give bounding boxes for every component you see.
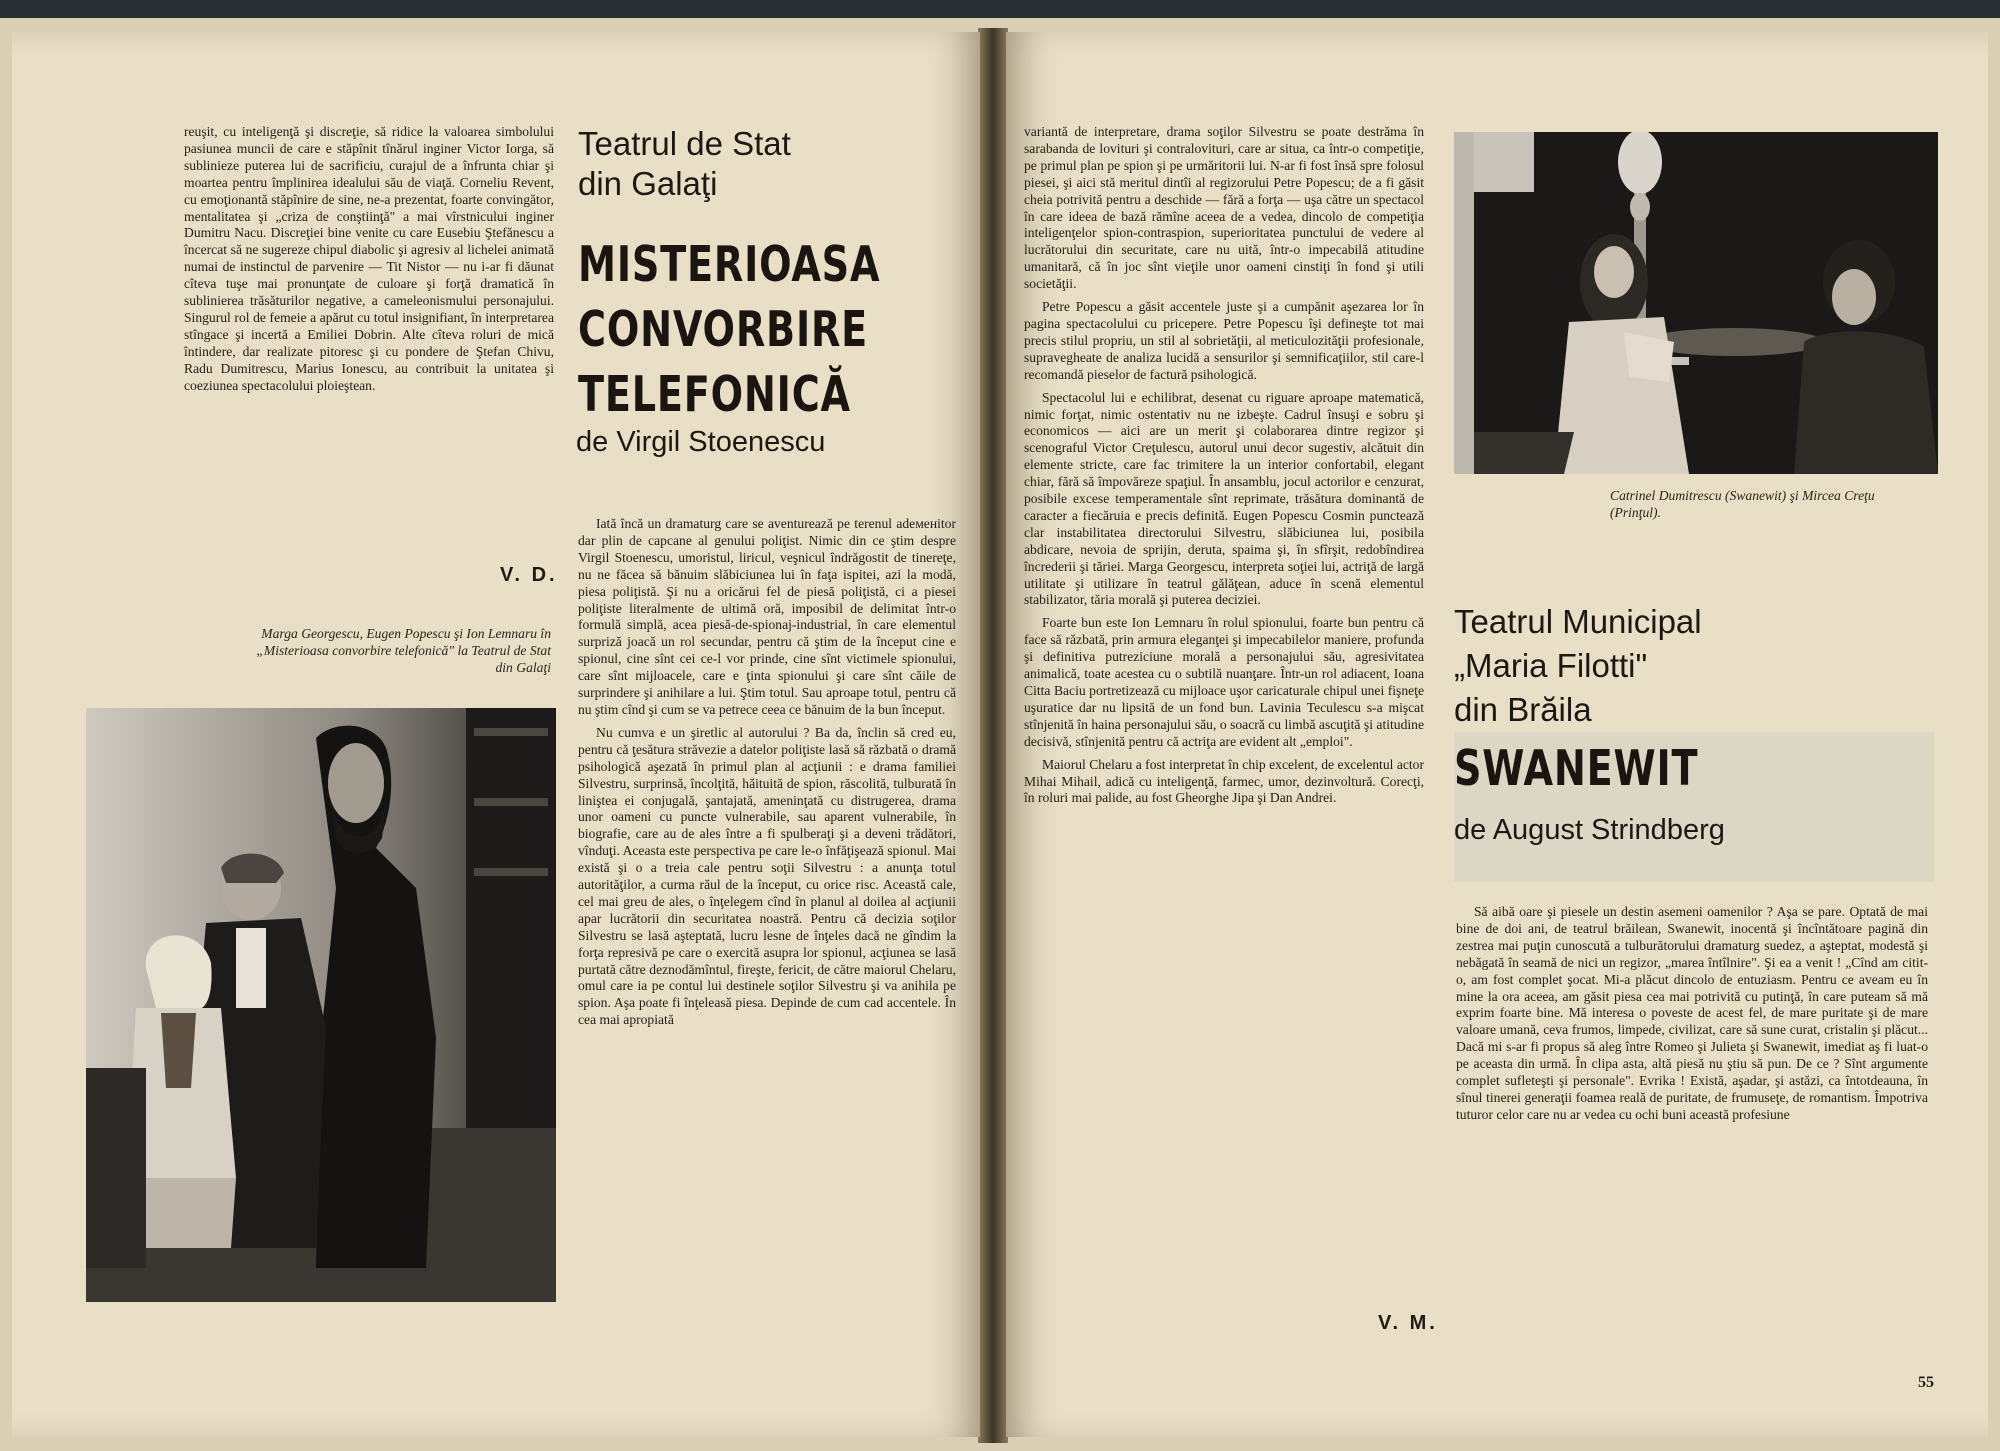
theatre-line-1: Teatrul de Stat	[578, 125, 791, 162]
author-virgil-stoenescu: de Virgil Stoenescu	[576, 426, 826, 458]
left-col2-para-2: Nu cumva e un şiretlic al autorului ? Ba da, înclin să cred eu, pentru că ţesătura străvezie a datelor poliţiste lasă să răzbată o dramă psihologică aşezată în primul plan al acţiunii : e drama familiei Silvestru, surprinsă, încolţită, hăituită de spion, răscolită, tulburată în liniştea ei conjugală, şantajată, ameninţată cu distrugerea, drama unor oameni cu puncte vulnerabile, sau aparent vulnerabile, în biografie, care au de ales între a fi spulberaţi şi a deveni trădători, vînduţi. Aceasta este perspectiva pe care le-o înfăţişează spionul. Mai există şi o a treia cale pentru soţii Silvestru : a anunţa totul autorităţilor, a curma răul de la început, cu orice risc. Această cale, cel mai greu de ales, o înţelegem cînd în planul al doilea al acţiunii apar lucrătorii din securitatea noastră. Pentru că decizia soţilor Silvestru se lasă aşteptată, lucru lesne de înţeles dacă ne gîndim la forţa represivă pe care o exercită asupra lor spionul, acţiunea se lasă purtată către deznodămîntul, fireşte, fericit, de către maiorul Chelaru, omul care ia pe contul lui destinele soţilor Silvestru şi va anihila pe spion. Aşa poate fi înţeleasă piesa. Depinde de cum cad accentele. În cea mai apropiată	[578, 724, 956, 1028]
right-col2-text	[1456, 904, 1928, 1124]
right-col1-para-1: variantă de interpretare, drama soţilor Silvestru se poate destrăma în sarabanda de lovituri şi contralovituri, care ar situa, ca într-o competiţie, pe primul plan pe spion şi pe urmăritorii lui. N-ar fi fost însă spre folosul piesei, şi aici stă meritul dintîi al regizorului Petre Popescu; de a fi găsit cheia potrivită pentru a deschide — fără a forţa — uşa către un spectacol în care ideea de bază rămîne aceea de a vedea, dincolo de competiţia inteligenţelor spion-contraspion, superioritatea punctului de vedere al lucrătorului din securitate, care nu uită, într-o impecabilă atitudine umanitară, că în joc sînt vieţile unor oameni cinstiţi în fond şi utili societăţii.	[1024, 124, 1424, 292]
author-august-strindberg: de August Strindberg	[1454, 814, 1725, 846]
theatre-braila-line-2: „Maria Filotti"	[1454, 647, 1648, 684]
theatre-braila-line-3: din Brăila	[1454, 691, 1592, 728]
right-photo-caption: Catrinel Dumitrescu (Swanewit) şi Mircea Creţu (Prinţul).	[1610, 488, 1875, 520]
right-col1-para-3: Spectacolul lui e echilibrat, desenat cu riguare aproape matematică, nimic forţat, nimic ostentativ nu ne izbeşte. Cadrul însuşi e sobru şi economicos — aici are un merit şi colaborarea dintre regizor şi scenograful Victor Creţulescu, autorul unui decor sugestiv, alcătuit din elemente stricte, care fac trimitere la un interior confortabil, elegant chiar, fără să împovăreze spaţiul. În ansamblu, jocul actorilor e cenzurat, posibile excese temperamentale sînt reprimate, trăsătura dominantă de caracter a fiecăruia e precis definită. Eugen Popescu Cosmin punctează clar instabilitatea directorului Silvestru, slăbiciunea lui, posibila abdicare, nevoia de sprijin, deruta, spaima şi, în sfîrşit, redobîndirea încrederii şi tăriei. Marga Georgescu, interpreta soţiei lui, actriţă de largă utilitate şi utilizare în teatrul gălăţean, aduce în scenă elementul stabilizator, tăria morală şi puterea deciziei.	[1024, 389, 1424, 608]
right-col1-para-2: Petre Popescu a găsit accentele juste şi a cumpănit aşezarea lor în pagina spectacolului cu pricepere. Petre Popescu îşi defineşte tot mai precis stilul propriu, un stil al sobrietăţii, al meticulozităţii profesionale, supravegheate de analiza lucidă a sensurilor şi semnificaţiilor, stil care-l recomandă pieselor de factură psihologică.	[1024, 299, 1424, 382]
left-col2-para-1: Iată încă un dramaturg care se aventurează pe terenul adeменitor dar plin de capcane al genului poliţist. Nimic din ce ştim despre Virgil Stoenescu, umoristul, liricul, veşnicul îndrăgostit de tinereţe, nu ne făcea să bănuim slăbiciunea lui în faţa ispitei, azi la modă, piesa poliţistă. Şi nu a oricărui fel de piesă poliţistă, ci a piesei poliţiste literalmente de ultimă oră, imposibil de delimitat într-o formulă simplă, acea piesă-de-spionaj-industrial, în care elementul surpriză joacă un rol secundar, pentru că ştim de la început cine e spionul, cine sînt cei ce-l vor prinde, cine sînt victimele spionului, care sînt mijloacele, care e ţinta spionului şi care sînt căile de surprindere şi anihilare a lui. Ştim totul. Sau aproape totul, pentru că nu ştim cînd şi cum se va petrece ceea ce bănuim de la bun început.	[578, 516, 956, 717]
title-line-2: CONVORBIRE	[578, 301, 869, 358]
book-gutter	[978, 28, 1008, 1443]
signature-vd: V. D.	[500, 564, 558, 586]
left-col1-text	[184, 124, 554, 395]
page-number: 55	[1918, 1374, 1934, 1391]
galati-theatre-heading	[578, 124, 791, 204]
braila-theatre-heading	[1454, 600, 1702, 732]
left-page	[12, 32, 980, 1437]
title-line-1: MISTERIOASA	[578, 236, 881, 293]
signature-vm: V. M.	[1378, 1312, 1438, 1334]
left-photo-caption: Marga Georgescu, Eugen Popescu şi Ion Lemnaru în „Misterioasa convorbire telefonică" la Teatrul de Stat din Galaţi	[256, 626, 551, 675]
book-spread	[0, 18, 2000, 1451]
stage-photo-galati	[86, 708, 556, 1302]
theatre-line-2: din Galaţi	[578, 165, 718, 202]
play-title-misterioasa	[578, 236, 880, 423]
right-col1-para-4: Foarte bun este Ion Lemnaru în rolul spionului, foarte bun pentru că face să răzbată, prin armura eleganţei şi impecabilelor maniere, profunda şi definitiva putreziciune morală a personajului său, agresivitatea animalică, toate acestea cu o subtilă nuanţare. Într-un rol adiacent, Ioana Citta Baciu portretizează cu mijloace uşor caricaturale chipul unei fişneţe uşuratice dar nu lipsită de un fond bun. Lavinia Teculescu s-a mişcat stînjenită în haina personajului său, o soacră cu limbă ascuţită şi atitudine decisivă, stînjenită pentru că actriţa are evident alt „emploi".	[1024, 615, 1424, 749]
right-col1-text	[1024, 124, 1424, 807]
play-title-swanewit: SWANEWIT	[1454, 740, 1699, 797]
right-page	[1006, 32, 1988, 1437]
stage-photo-image	[86, 708, 556, 1302]
right-col2-para-1: Să aibă oare şi piesele un destin asemeni oamenilor ? Aşa se pare. Optată de mai bine de doi ani, de teatrul brăilean, Swanewit, inocentă şi încîntătoare pagină din zestrea mai puţin cunoscută a tulburătorului dramaturg suedez, a aşteptat, modestă şi nebăgată în seamă de nici un regizor, „marea întîlnire". Şi ea a venit ! „Cînd am citit-o, am fost complet şocat. Mi-a plăcut dincolo de entuziasm. Pentru ce aveam eu în mine la ora aceea, am găsit piesa cea mai potrivită cu putinţă, în care puteam să mă exprim foarte bine. Mă interesa o poveste de acest fel, de mare puritate şi de mare valoare umană, ceva frumos, limpede, civilizat, care să sune curat, cristalin şi plăcut... Dacă mi s-ar fi propus să aleg între Romeo şi Julieta şi Swanewit, imediat aş fi luat-o pe aceasta din urmă. În clipa asta, altă piesă nu ştiu să pun. De ce ? Sînt argumente complet sufleteşti şi personale". Evrika ! Există, aşadar, şi astăzi, ca întotdeauna, în sînul tinerei generaţii foamea reală de puritate, de frumuseţe, de romantism. Împotriva tuturor celor care nu ar vedea cu ochi buni această profesiune	[1456, 904, 1928, 1122]
left-col1-para: reuşit, cu inteligenţă şi discreţie, să ridice la valoarea simbolului pasiunea muncii de care e stăpînit tînărul inginer Victor Iorga, să sublinieze puterea lui de sacrificiu, curajul de a înfrunta chiar şi moartea pentru împlinirea idealului său de viaţă. Corneliu Revent, cu emoţionantă stăpînire de sine, ne-a prezentat, foarte convingător, mentalitatea şi „criza de conştiinţă" a mai vîrstnicului inginer Dumitru Nacu. Discreţiei bine venite cu care Eusebiu Ştefănescu a încercat să ne sugereze chipul diabolic şi agresiv al lichelei animată numai de instinctul de parvenire — Tit Nistor — nu i-ar fi dăunat cîteva tuşe mai pronunţate de culoare şi forţă dramatică în sublinierea trăsăturilor negative, a cameleonismului personajului. Singurul rol de femeie a apărut cu totul insignifiant, în interpretarea stîngace şi incertă a Emiliei Dobrin. Alte cîteva roluri de mică întindere, dar realizate pitoresc şi cu pondere de Ştefan Chivu, Radu Dumitrescu, Marius Ionescu, au contribuit la unitatea şi coeziunea spectacolului ploieştean.	[184, 124, 554, 393]
stage-photo-braila	[1454, 132, 1938, 474]
stage-photo-braila-image	[1454, 132, 1938, 474]
theatre-braila-line-1: Teatrul Municipal	[1454, 603, 1702, 640]
right-col1-para-5: Maiorul Chelaru a fost interpretat în chip excelent, de excelentul actor Mihai Mihail, adică cu inteligenţă, farmec, umor, dezinvoltură. Corecţi, în roluri mai palide, au fost Gheorghe Jipa şi Dan Andrei.	[1024, 756, 1424, 806]
left-col2-text	[578, 516, 956, 1029]
title-line-3: TELEFONICĂ	[578, 366, 851, 423]
